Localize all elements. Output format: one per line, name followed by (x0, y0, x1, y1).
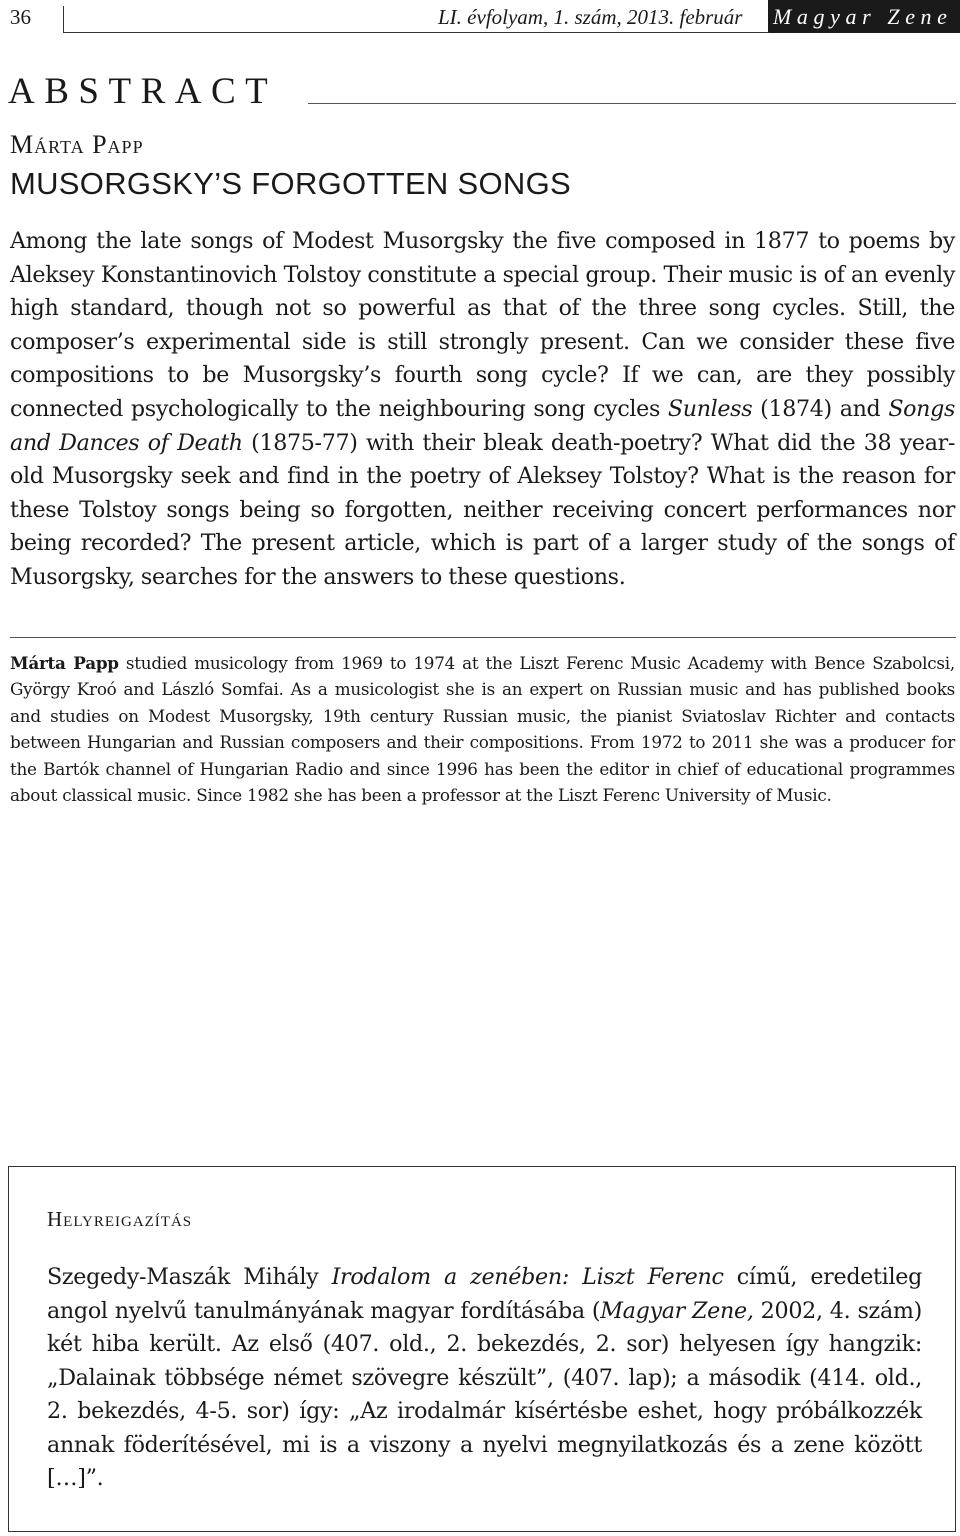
bio-text: studied musicology from 1969 to 1974 at the Liszt Ferenc Music Academy with Bence Szabolcsi, György Kroó and László Somfai. As a musicologist she is an expert on Russian music and has published books and studies on Modest Musorgsky, 19th century Russian music, the pianist Sviatoslav Richter and contacts between Hungarian and Russian composers and their compositions. From 1972 to 2011 she was a producer for the Bartók channel of Hungarian Radio and since 1996 has been the editor in chief of educational programmes about classical music. Since 1982 she has been a professor at the Liszt Ferenc University of Music. (10, 653, 955, 806)
abstract-heading: ABSTRACT (8, 71, 278, 112)
page-number: 36 (10, 5, 31, 29)
journal-name-box (768, 0, 960, 33)
correction-text-part: Szegedy-Maszák Mihály (47, 1264, 332, 1290)
issue-info: LI. évfolyam, 1. szám, 2013. február (438, 5, 743, 29)
correction-box (8, 1166, 956, 1532)
correction-text (47, 1261, 922, 1496)
abstract-text-part: Among the late songs of Modest Musorgsky the five composed in 1877 to poems by Aleksey Konstantinovich Tolstoy constitute a special group. Their music is of an evenly high standard, though not so powerful as that of the three song cycles. Still, the composer’s experimental side is still strongly present. Can we consider these five compositions to be Musorgsky’s fourth song cycle? If we can, are they possibly connected psychologically to the neighbouring song cycles (10, 228, 955, 422)
page-header (0, 0, 960, 40)
bio-name: Márta Papp (10, 653, 119, 673)
abstract-text-part: (1874) and (752, 395, 889, 422)
abstract-text-part: (1875-77) with their bleak death-poetry? What did the 38 year-old Musorgsky seek and find in the poetry of Aleksey Tolstoy? What is the reason for these Tolstoy songs being so forgotten, neither receiving concert performances nor being recorded? The present article, which is part of a larger study of the songs of Musorgsky, searches for the answers to these questions. (10, 429, 955, 590)
header-rule (63, 32, 769, 33)
journal-name: Magyar Zene (773, 4, 953, 29)
author-name: Márta Papp (10, 130, 144, 159)
correction-title: Helyreigazítás (47, 1207, 193, 1231)
correction-italic-title: Irodalom a zenében: Liszt Ferenc (331, 1264, 724, 1290)
correction-text-part: 2002, 4. szám) két hiba került. Az első (407. old., 2. bekezdés, 2. sor) helyesen így hangzik: „Dalainak többsége német szövegre készült”, (407. lap); a második (414. old., 2. bekezdés, 4-5. sor) így: „Az irodalmár kísértésbe eshet, hogy próbálkozzék annak föderítésével, mi is a viszony a nyelvi megnyilatkozás és a zene között […]”. (47, 1297, 922, 1491)
article-title: MUSORGSKY’S FORGOTTEN SONGS (10, 166, 571, 201)
correction-italic-journal: Magyar Zene, (600, 1297, 754, 1324)
bio-rule (10, 637, 956, 638)
abstract-italic-sunless: Sunless (667, 395, 753, 422)
author-bio (10, 650, 955, 808)
abstract-italic-songs-dances: Songs and Dances of Death (10, 395, 956, 456)
abstract-rule (308, 103, 956, 104)
abstract-text (10, 225, 955, 595)
header-separator (63, 6, 64, 32)
correction-text-part: című, eredetileg angol nyelvű tanulmányának magyar fordításába ( (47, 1264, 922, 1324)
